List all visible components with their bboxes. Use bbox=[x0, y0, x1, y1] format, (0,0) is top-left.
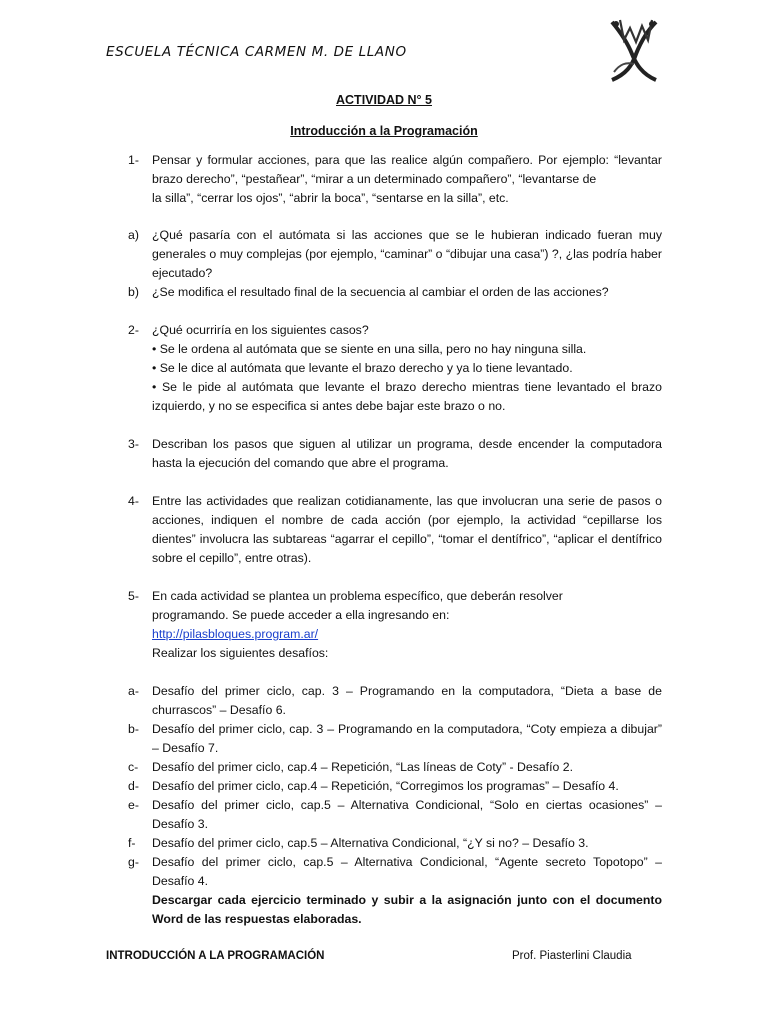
item-marker: b) bbox=[128, 285, 139, 299]
challenge-item bbox=[128, 777, 662, 796]
pilasbloques-link[interactable]: http://pilasbloques.program.ar/ bbox=[152, 627, 319, 641]
item-2 bbox=[128, 321, 662, 416]
item-marker: a) bbox=[128, 228, 139, 242]
challenge-item bbox=[128, 720, 662, 758]
challenge-item bbox=[128, 853, 662, 929]
activity-subtitle: Introducción a la Programación bbox=[290, 124, 478, 138]
item-marker: 1- bbox=[128, 153, 139, 167]
challenge-item bbox=[128, 758, 662, 777]
item-text: Realizar los siguientes desafíos: bbox=[152, 646, 329, 660]
item-marker: f- bbox=[128, 836, 136, 850]
challenge-item bbox=[128, 834, 662, 853]
bullet-item: • Se le pide al autómata que levante el brazo derecho mientras tiene levantado el brazo izquierdo, y no se especifica si antes debe bajar este brazo o no. bbox=[152, 380, 662, 413]
item-marker: 2- bbox=[128, 323, 139, 337]
item-text: Desafío del primer ciclo, cap. 3 – Programando en la computadora, “Dieta a base de churrascos” – Desafío 6. bbox=[152, 684, 662, 717]
item-marker: 4- bbox=[128, 494, 139, 508]
item-text: ¿Qué pasaría con el autómata si las acciones que se le hubieran indicado fueran muy generales o muy complejas (por ejemplo, “caminar” o “dibujar una casa”) ?, ¿las podría haber ejecutado? bbox=[152, 228, 662, 280]
item-text: programando. Se puede acceder a ella ingresando en: bbox=[152, 608, 450, 622]
item-text: ¿Se modifica el resultado final de la secuencia al cambiar el orden de las acciones? bbox=[152, 285, 609, 299]
item-text: Desafío del primer ciclo, cap.4 – Repetición, “Corregimos los programas” – Desafío 4. bbox=[152, 779, 619, 793]
item-marker: b- bbox=[128, 722, 139, 736]
item-text: Entre las actividades que realizan cotidianamente, las que involucran una serie de pasos o acciones, indiquen el nombre de cada acción (por ejemplo, la actividad “cepillarse los dientes” involucra las subtareas “agarrar el cepillo”, “tomar el dentífrico”, “aplicar el dentífrico sobre el cepillo”, entre otras). bbox=[152, 494, 662, 565]
closing-instruction: Descargar cada ejercicio terminado y subir a la asignación junto con el documento Word de las respuestas elaboradas. bbox=[152, 893, 662, 926]
footer-teacher: Prof. Piasterlini Claudia bbox=[512, 950, 632, 962]
challenge-item bbox=[128, 682, 662, 720]
item-text: la silla”, “cerrar los ojos”, “abrir la boca”, “sentarse en la silla”, etc. bbox=[152, 191, 509, 205]
item-marker: 5- bbox=[128, 589, 139, 603]
school-name: ESCUELA TÉCNICA CARMEN M. DE LLANO bbox=[106, 44, 407, 60]
item-text: Desafío del primer ciclo, cap.5 – Alternativa Condicional, “¿Y si no? – Desafío 3. bbox=[152, 836, 589, 850]
item-3 bbox=[128, 435, 662, 473]
item-text: En cada actividad se plantea un problema específico, que deberán resolver bbox=[152, 589, 563, 603]
footer-course: INTRODUCCIÓN A LA PROGRAMACIÓN bbox=[106, 950, 325, 962]
item-marker: 3- bbox=[128, 437, 139, 451]
activity-content bbox=[128, 151, 662, 929]
bullet-item: • Se le dice al autómata que levante el brazo derecho y ya lo tiene levantado. bbox=[152, 361, 573, 375]
question-b bbox=[128, 283, 662, 302]
item-text: Desafío del primer ciclo, cap.4 – Repetición, “Las líneas de Coty” - Desafío 2. bbox=[152, 760, 574, 774]
school-logo-icon bbox=[606, 14, 662, 86]
item-marker: d- bbox=[128, 779, 139, 793]
item-1 bbox=[128, 151, 662, 208]
item-marker: e- bbox=[128, 798, 139, 812]
activity-title: ACTIVIDAD N° 5 bbox=[336, 93, 432, 107]
item-marker: c- bbox=[128, 760, 139, 774]
item-4 bbox=[128, 492, 662, 568]
item-marker: a- bbox=[128, 684, 139, 698]
question-a bbox=[128, 226, 662, 283]
item-marker: g- bbox=[128, 855, 139, 869]
bullet-item: • Se le ordena al autómata que se siente en una silla, pero no hay ninguna silla. bbox=[152, 342, 587, 356]
item-text: Pensar y formular acciones, para que las realice algún compañero. Por ejemplo: “levantar brazo derecho”, “pestañear”, “mirar a un determinado compañero”, “levantarse de bbox=[152, 153, 662, 186]
item-5 bbox=[128, 587, 662, 663]
challenge-item bbox=[128, 796, 662, 834]
item-text: Desafío del primer ciclo, cap.5 – Alternativa Condicional, “Agente secreto Topotopo” – Desafío 4. bbox=[152, 855, 662, 888]
item-text: Desafío del primer ciclo, cap. 3 – Programando en la computadora, “Coty empieza a dibujar” – Desafío 7. bbox=[152, 722, 662, 755]
item-text: ¿Qué ocurriría en los siguientes casos? bbox=[152, 323, 369, 337]
item-text: Desafío del primer ciclo, cap.5 – Alternativa Condicional, “Solo en ciertas ocasiones” – Desafío 3. bbox=[152, 798, 662, 831]
item-text: Describan los pasos que siguen al utilizar un programa, desde encender la computadora hasta la ejecución del comando que abre el programa. bbox=[152, 437, 662, 470]
